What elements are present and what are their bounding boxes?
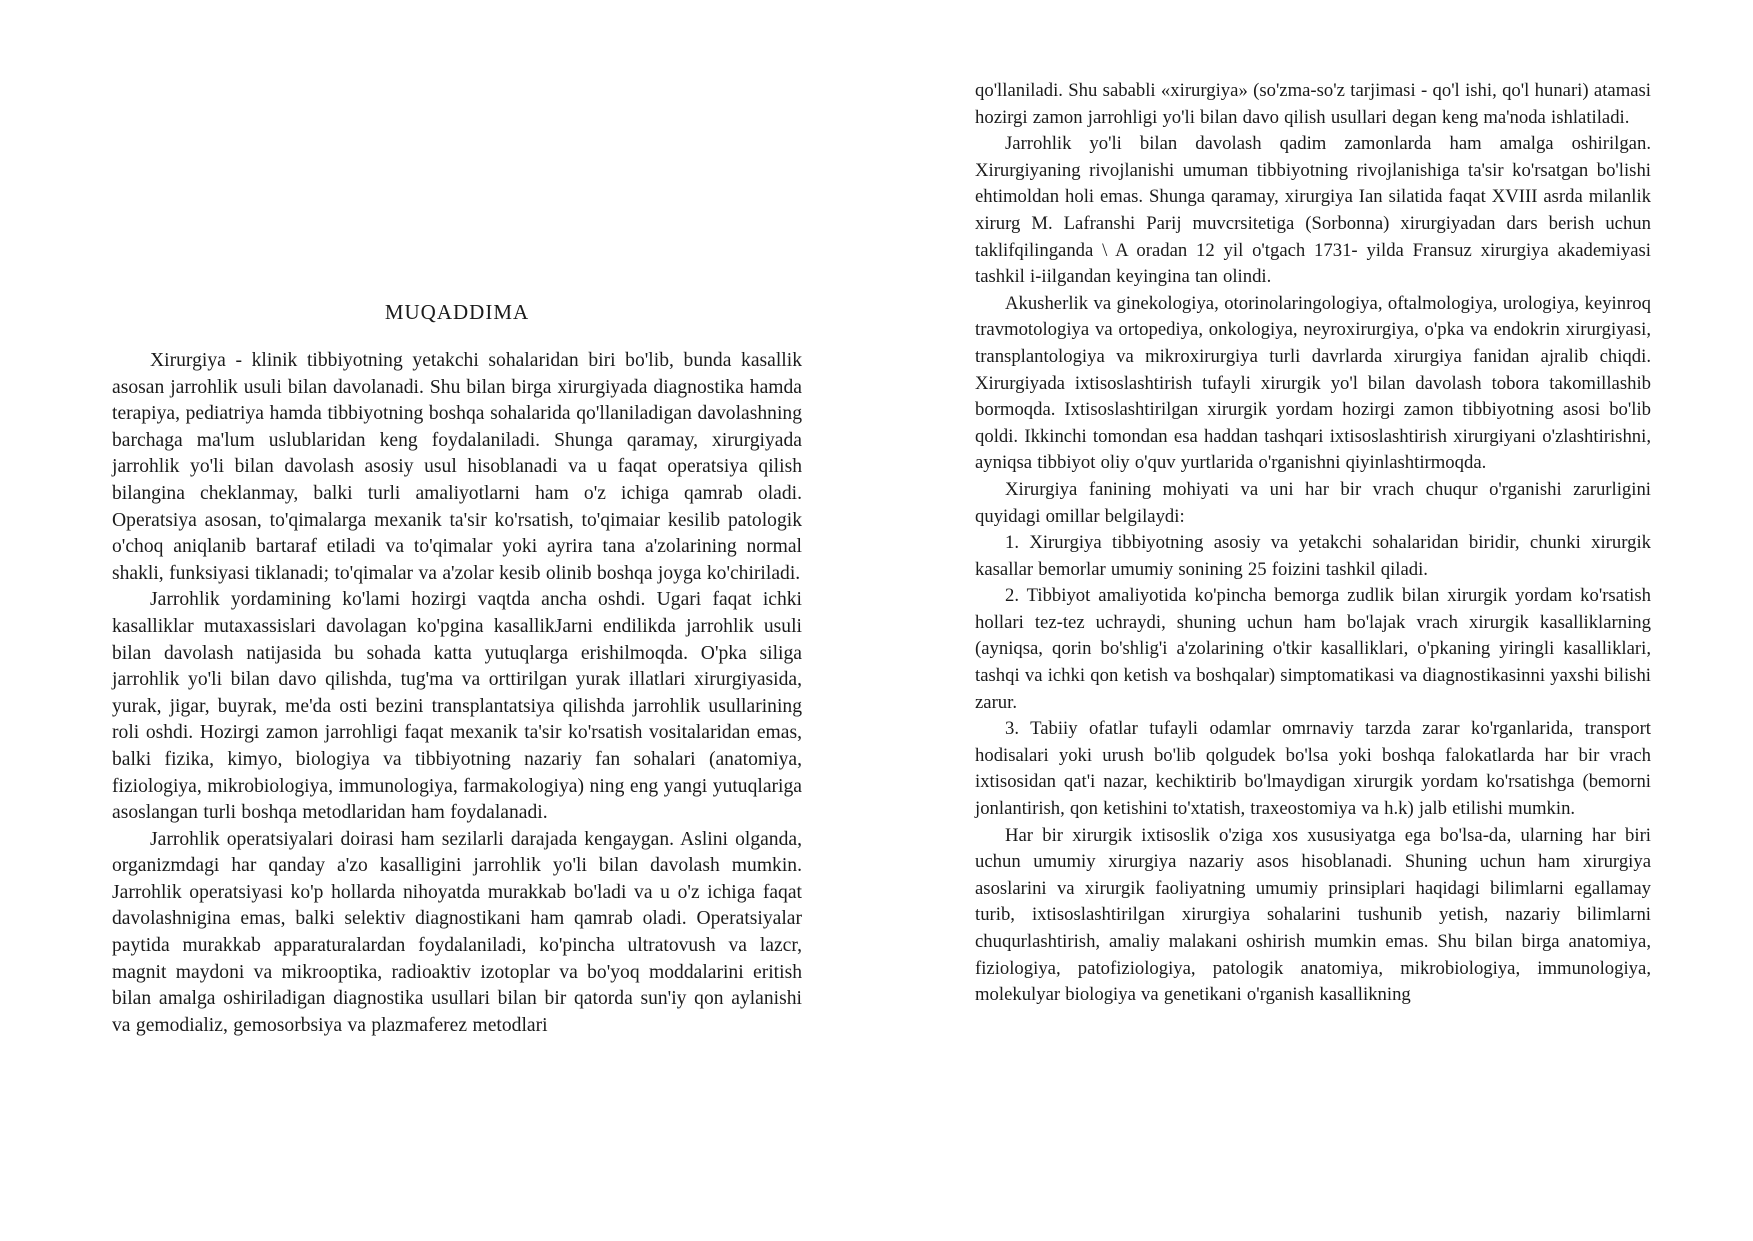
- paragraph: Jarrohlik operatsiyalari doirasi ham sezilarli darajada kengaygan. Aslini olganda, organizmdagi har qanday a'zo kasalligini jarrohlik yo'li bilan davolash mumkin. Jarrohlik operatsiyasi ko'p hollarda nihoyatda murakkab bo'ladi va u o'z ichiga faqat davolashnigina emas, balki selektiv diagnostikani ham qamrab oladi. Operatsiyalar paytida murakkab apparaturalardan foydalaniladi, ko'pincha ultratovush va lazcr, magnit maydoni va mikrooptika, radioaktiv izotoplar va bo'yoq moddalarini eritish bilan amalga oshiriladigan diagnostika usullari bilan bir qatorda sun'iy qon aylanishi va gemodializ, gemosorbsiya va plazmaferez metodlari: [112, 828, 802, 1036]
- paragraph: Akusherlik va ginekologiya, otorinolaringologiya, oftalmologiya, urologiya, keyinroq travmotologiya va ortopediya, onkologiya, neyroxirurgiya, o'pka va endokrin xirurgiyasi, transplantologiya va mikroxirurgiya turli davrlarda xirurgiya fanidan ajralib chiqdi. Xirurgiyada ixtisoslashtirish tufayli xirurgik yo'l bilan davolash tobora takomillashib bormoqda. Ixtisoslashtirilgan xirurgik yordam hozirgi zamon tibbiyotning asosi bo'lib qoldi. Ikkinchi tomondan esa haddan tashqari ixtisoslashtirish xirurgiyani o'zlashtirishni, ayniqsa tibbiyot oliy o'quv yurtlarida o'rganishni qiyinlashtirmoqda.: [975, 292, 1651, 474]
- paragraph: 3. Tabiiy ofatlar tufayli odamlar omrnaviy tarzda zarar ko'rganlarida, transport hodisalari yoki urush bo'lib qolgudek bo'lsa yoki boshqa falokatlarda har bir vrach ixtisosidan qat'i nazar, kechiktirib bo'lmaydigan xirurgik yordam ko'rsatishga (bemorni jonlantirish, qon ketishini to'xtatish, traxeostomiya va h.k) jalb etilishi mumkin.: [975, 718, 1651, 820]
- left-page: [112, 300, 802, 1039]
- right-page: [975, 78, 1651, 1009]
- paragraph: qo'llaniladi. Shu sababli «xirurgiya» (so'zma-so'z tarjimasi - qo'l ishi, qo'l hunari) atamasi hozirgi zamon jarrohligi yo'li bilan davo qilish usullari degan keng ma'noda ishlatiladi.: [975, 80, 1651, 128]
- page-title: MUQADDIMA: [384, 300, 530, 324]
- paragraph: Har bir xirurgik ixtisoslik o'ziga xos xususiyatga ega bo'lsa-da, ularning har biri uchun umumiy xirurgiya nazariy asos hisoblanadi. Shuning uchun ham xirurgiya asoslarini va xirurgik faoliyatning umumiy prinsiplari haqidagi bilimlarni egallamay turib, ixtisoslashtirilgan xirurgiya sohalarini tushunib yetish, nazariy bilimlarni chuqurlashtirish, amaliy malakani oshirish mumkin emas. Shu bilan birga anatomiya, fiziologiya, patofiziologiya, patologik anatomiya, mikrobiologiya, immunologiya, molekulyar biologiya va genetikani o'rganish kasallikning: [975, 824, 1651, 1006]
- paragraph: Jarrohlik yordamining ko'lami hozirgi vaqtda ancha oshdi. Ugari faqat ichki kasalliklar mutaxassislari davolagan ko'pgina kasallikJarni endilikda jarrohlik usuli bilan davolash natijasida bu sohada katta yutuqlarga erishilmoqda. O'pka siliga jarrohlik yo'li bilan davo qilishda, tug'ma va orttirilgan yurak illatlari xirurgiyasida, yurak, jigar, buyrak, me'da osti bezini transplantatsiya qilishda jarrohlik usullarining roli oshdi. Hozirgi zamon jarrohligi faqat mexanik ta'sir ko'rsatish vositalaridan emas, balki fizika, kimyo, biologiya va tibbiyotning nazariy fan sohalari (anatomiya, fiziologiya, mikrobiologiya, immunologiya, farmakologiya) ning eng yangi yutuqlariga asoslangan turli boshqa metodlaridan ham foydalanadi.: [112, 589, 802, 824]
- paragraph: 2. Tibbiyot amaliyotida ko'pincha bemorga zudlik bilan xirurgik yordam ko'rsatish hollari tez-tez uchraydi, shuning uchun ham bo'lajak vrach xirurgik kasalliklarning (ayniqsa, qorin bo'shlig'i a'zolarining o'tkir kasalliklari, o'pkaning yiringli kasalliklari, tashqi va ichki qon ketish va boshqalar) simptomatikasi va diagnostikasinni yaxshi bilishi zarur.: [975, 585, 1651, 713]
- paragraph: Jarrohlik yo'li bilan davolash qadim zamonlarda ham amalga oshirilgan. Xirurgiyaning rivojlanishi umuman tibbiyotning rivojlanishiga ta'sir ko'rsatgan bo'lishi ehtimoldan holi emas. Shunga qaramay, xirurgiya Ian silatida faqat XVIII asrda milanlik xirurg M. Lafranshi Parij muvcrsitetiga (Sorbonna) xirurgiyadan dars berish uchun taklifqilinganda \ A oradan 12 yil o'tgach 1731- yilda Fransuz xirurgiya akademiyasi tashkil i-iilgandan keyingina tan olindi.: [975, 133, 1651, 288]
- left-page-body: [112, 348, 802, 1039]
- paragraph: Xirurgiya - klinik tibbiyotning yetakchi sohalaridan biri bo'lib, bunda kasallik asosan jarrohlik usuli bilan davolanadi. Shu bilan birga xirurgiyada diagnostika hamda terapiya, pediatriya hamda tibbiyotning boshqa sohalarida qo'llaniladigan davolashning barchaga ma'lum uslublaridan keng foydalaniladi. Shunga qaramay, xirurgiyada jarrohlik yo'li bilan davolash asosiy usul hisoblanadi va u faqat operatsiya qilish bilangina cheklanmay, balki turli amaliyotlarni ham o'z ichiga qamrab oladi. Operatsiya asosan, to'qimalarga mexanik ta'sir ko'rsatish, to'qimaiar kesilib patologik o'choq aniqlanib bartaraf etiladi va to'qimalar yoki ayrira tana a'zolarining normal shakli, funksiyasi tiklanadi; to'qimalar va a'zolar kesib olinib boshqa joyga ko'chiriladi.: [112, 350, 802, 584]
- right-page-body: [975, 78, 1651, 1009]
- paragraph: 1. Xirurgiya tibbiyotning asosiy va yetakchi sohalaridan biridir, chunki xirurgik kasallar bemorlar umumiy sonining 25 foizini tashkil qiladi.: [975, 532, 1651, 580]
- paragraph: Xirurgiya fanining mohiyati va uni har bir vrach chuqur o'rganishi zarurligini quyidagi omillar belgilaydi:: [975, 478, 1651, 527]
